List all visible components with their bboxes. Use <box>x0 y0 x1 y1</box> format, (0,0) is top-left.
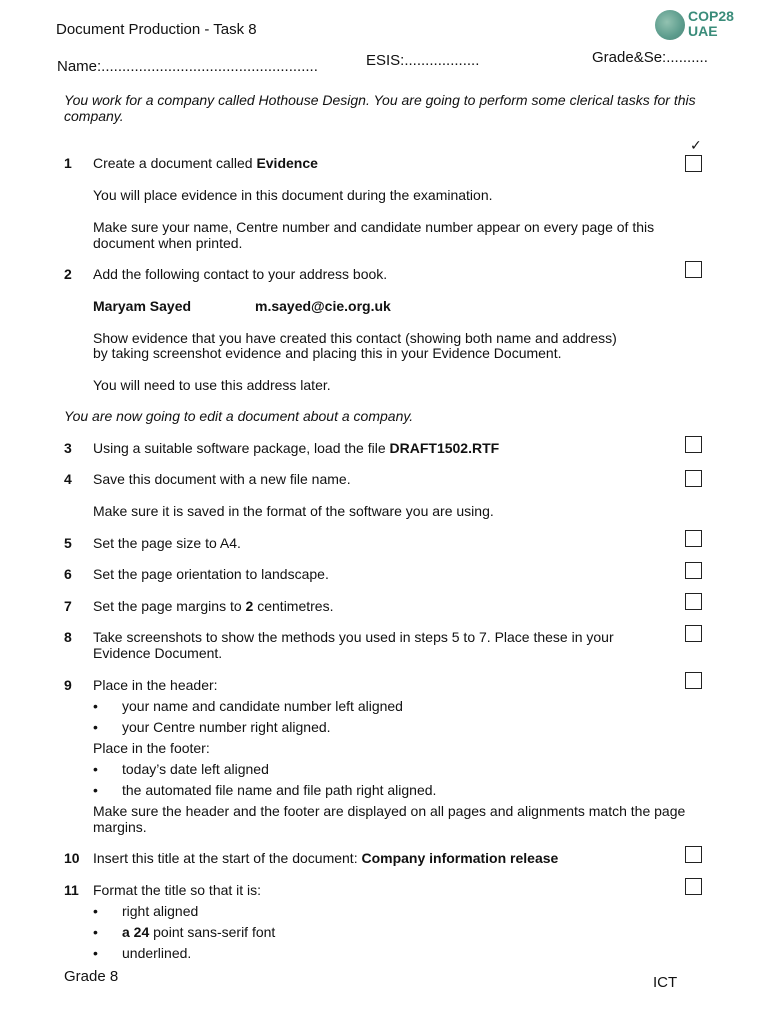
footer-label: Place in the footer: <box>93 740 210 756</box>
task-7-text: Set the page margins to 2 centimetres. <box>93 598 334 614</box>
task-8-text: Take screenshots to show the methods you used in steps 5 to 7. Place these in your <box>93 629 614 645</box>
cop28-emblem-icon <box>655 10 685 40</box>
task-number: 11 <box>64 882 79 898</box>
task-6-text: Set the page orientation to landscape. <box>93 566 329 582</box>
check-column-mark: ✓ <box>690 137 702 153</box>
list-item: right aligned <box>122 903 199 919</box>
task-number: 2 <box>64 266 72 282</box>
bullet: • <box>93 761 98 777</box>
task-number: 1 <box>64 155 72 171</box>
task-6-checkbox[interactable] <box>685 562 702 579</box>
task-1-paragraph: Make sure your name, Centre number and candidate number appear on every page of this <box>93 219 655 235</box>
document-title: Document Production - Task 8 <box>56 21 257 38</box>
cop28-logo <box>655 8 734 42</box>
list-item: your name and candidate number left aligned <box>122 698 403 714</box>
task-number: 5 <box>64 535 72 551</box>
header-label: Place in the header: <box>93 677 218 693</box>
bullet: • <box>93 903 98 919</box>
task-10-checkbox[interactable] <box>685 846 702 863</box>
task-8-checkbox[interactable] <box>685 625 702 642</box>
list-item: today’s date left aligned <box>122 761 269 777</box>
task-10-text: Insert this title at the start of the document: Company information release <box>93 850 559 866</box>
task-1-paragraph: You will place evidence in this document during the examination. <box>93 187 493 203</box>
task-number: 10 <box>64 850 80 866</box>
logo-line-1: COP28 <box>688 8 734 24</box>
task-number: 8 <box>64 629 72 645</box>
footer-subject: ICT <box>653 974 678 991</box>
bullet: • <box>93 924 98 940</box>
bullet: • <box>93 945 98 961</box>
task-3-text: Using a suitable software package, load the file DRAFT1502.RTF <box>93 440 500 456</box>
contact-name: Maryam Sayed <box>93 298 192 314</box>
task-2-paragraph: You will need to use this address later. <box>93 377 331 393</box>
footer-grade: Grade 8 <box>64 968 119 985</box>
task-5-checkbox[interactable] <box>685 530 702 547</box>
task-number: 6 <box>64 566 72 582</box>
task-number: 4 <box>64 471 72 487</box>
task-11-checkbox[interactable] <box>685 878 702 895</box>
task-number: 9 <box>64 677 72 693</box>
task-1-paragraph: document when printed. <box>93 235 243 251</box>
list-item: a 24 point sans-serif font <box>122 924 276 940</box>
section-note: You are now going to edit a document about a company. <box>64 408 414 424</box>
grade-section-field: Grade&Se:.......... <box>592 49 708 66</box>
task-2-paragraph: by taking screenshot evidence and placing this in your Evidence Document. <box>93 345 562 361</box>
bullet: • <box>93 782 98 798</box>
task-4-checkbox[interactable] <box>685 470 702 487</box>
task-11-text: Format the title so that it is: <box>93 882 262 898</box>
task-number: 7 <box>64 598 72 614</box>
task-number: 3 <box>64 440 72 456</box>
task-3-checkbox[interactable] <box>685 436 702 453</box>
task-7-checkbox[interactable] <box>685 593 702 610</box>
task-9-paragraph: Make sure the header and the footer are displayed on all pages and alignments match the page <box>93 803 686 819</box>
task-2-paragraph: Show evidence that you have created this contact (showing both name and address) <box>93 330 617 346</box>
task-5-text: Set the page size to A4. <box>93 535 241 551</box>
esis-field: ESIS:.................. <box>366 52 480 69</box>
contact-email: m.sayed@cie.org.uk <box>255 298 391 314</box>
logo-line-2: UAE <box>688 23 718 39</box>
bullet: • <box>93 719 98 735</box>
task-2-checkbox[interactable] <box>685 261 702 278</box>
task-9-checkbox[interactable] <box>685 672 702 689</box>
task-4-text: Save this document with a new file name. <box>93 471 351 487</box>
bullet: • <box>93 698 98 714</box>
task-9-paragraph: margins. <box>93 819 147 835</box>
list-item: your Centre number right aligned. <box>122 719 331 735</box>
task-1-text: Create a document called Evidence <box>93 155 318 171</box>
list-item: the automated file name and file path right aligned. <box>122 782 437 798</box>
name-field: Name:.................................................... <box>57 58 318 75</box>
task-4-paragraph: Make sure it is saved in the format of the software you are using. <box>93 503 494 519</box>
task-8-text: Evidence Document. <box>93 645 223 661</box>
intro-text: You work for a company called Hothouse Design. You are going to perform some clerical tasks for this company. <box>64 92 696 124</box>
list-item: underlined. <box>122 945 192 961</box>
task-2-text: Add the following contact to your address book. <box>93 266 388 282</box>
task-1-checkbox[interactable] <box>685 155 702 172</box>
